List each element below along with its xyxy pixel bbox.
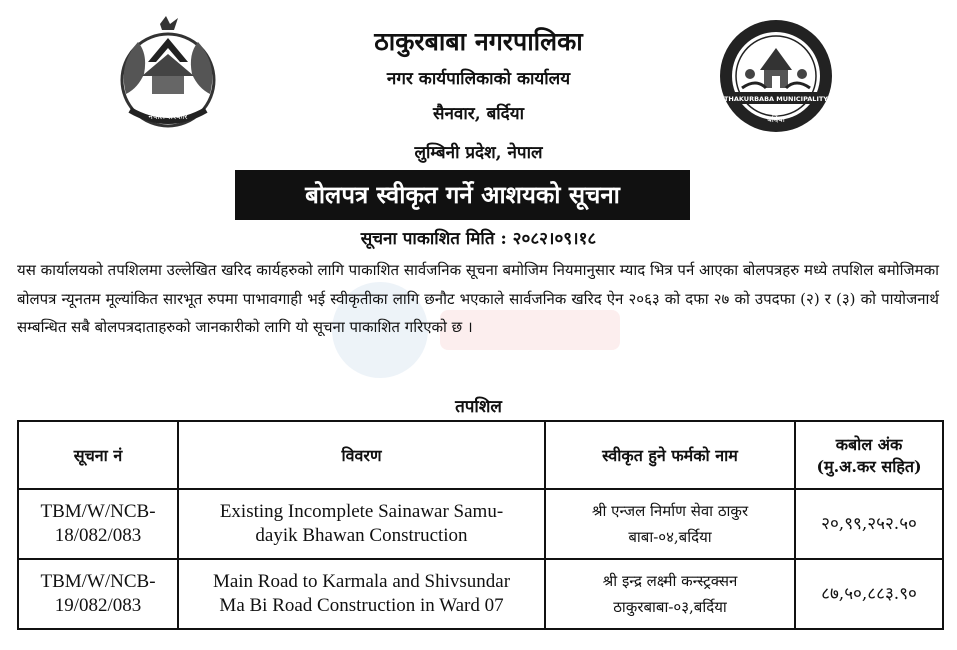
notice-no-line2: 19/082/083 [54,595,142,616]
notice-title: बोलपत्र स्वीकृत गर्ने आशयको सूचना [235,170,690,220]
cell-notice-no [18,559,178,629]
description-line1: Existing Incomplete Sainawar Samu- [219,501,504,522]
emblem-text: नेपाल सरकार [148,112,188,121]
office-name: नगर कार्यपालिकाको कार्यालय [386,69,571,89]
description-line2: Ma Bi Road Construction in Ward 07 [219,595,504,616]
seal-text: THAKURBABA MUNICIPALITY [723,95,829,103]
description-line2: dayik Bhawan Construction [255,525,468,546]
header-amount-line1: कबोल अंक [835,435,903,454]
header-firm: स्वीकृत हुने फर्मको नाम [545,421,795,489]
table-row [18,559,943,629]
table-header-row [18,421,943,489]
cell-firm [545,489,795,559]
notice-no-line1: TBM/W/NCB- [40,571,156,592]
description-line1: Main Road to Karmala and Shivsundar [212,571,511,592]
cell-firm [545,559,795,629]
bid-acceptance-table [17,420,944,630]
header-description: विवरण [178,421,545,489]
table-row [18,489,943,559]
firm-line1: श्री एन्जल निर्माण सेवा ठाकुर [591,502,749,520]
header-amount [795,421,943,489]
cell-description [178,559,545,629]
location: सैनवार, बर्दिया [433,104,524,124]
cell-amount: ८७,५०,८८३.९० [795,559,943,629]
notice-no-line2: 18/082/083 [54,525,142,546]
header-amount-line2: (मु.अ.कर सहित) [816,457,922,476]
firm-line1: श्री इन्द्र लक्ष्मी कन्स्ट्रक्सन [602,572,738,590]
firm-line2: बाबा-०४,बर्दिया [628,528,712,546]
cell-description [178,489,545,559]
cell-amount: २०,९९,२५२.५० [795,489,943,559]
municipality-name: ठाकुरबाबा नगरपालिका [374,27,583,56]
cell-notice-no [18,489,178,559]
published-date: सूचना पाकाशित मिति : २०८२।०९।१८ [360,229,597,249]
table-caption: तपशिल [455,397,502,417]
notice-no-line1: TBM/W/NCB- [40,501,156,522]
notice-body: यस कार्यालयको तपशिलमा उल्लेखित खरिद कार्यहरुको लागि पाकाशित सार्वजनिक सूचना बमोजिम नियमानुसार म्याद भित्र पर्न आएका बोलपत्रहरु मध्ये तपशिल बमोजिमका बोलपत्र न्यूनतम मूल्यांकित सारभूत रुपमा पाभावगाही भई स्वीकृतीका लागि छनौट भएकाले सार्वजनिक खरिद ऐन २०६३ को दफा २७ को उपदफा (२) र (३) को पायोजनार्थ सम्बन्धित सबै बोलपत्रदाताहरुको जानकारीको लागि यो सूचना पाकाशित गरिएको छ । [17,261,939,336]
header-notice-no: सूचना नं [18,421,178,489]
firm-line2: ठाकुरबाबा-०३,बर्दिया [613,598,727,616]
seal-bottom-text: बर्दिया [767,115,785,124]
province: लुम्बिनी प्रदेश, नेपाल [414,143,543,163]
